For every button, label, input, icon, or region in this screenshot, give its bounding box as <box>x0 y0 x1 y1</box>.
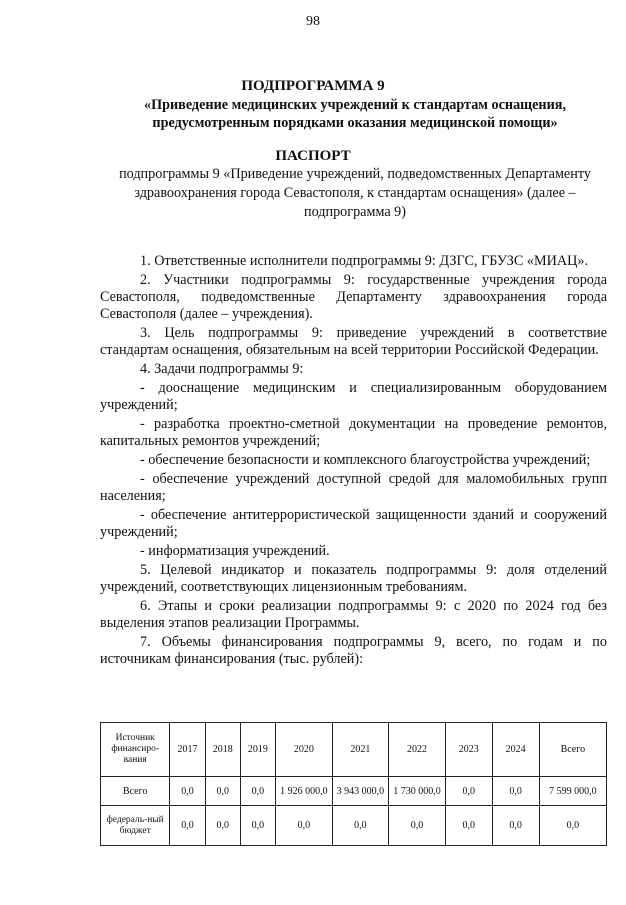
paragraph-indicator: 5. Целевой индикатор и показатель подпрограммы 9: доля отделений учреждений, соответствующих лицензионным требованиям. <box>100 562 607 595</box>
passport-body <box>100 253 607 668</box>
subprogram-name: «Приведение медицинских учреждений к стандартам оснащения, предусмотренным порядками оказания медицинской помощи» <box>143 97 567 131</box>
task-item: - обеспечение учреждений доступной средой для маломобильных групп населения; <box>100 471 607 504</box>
paragraph-participants: 2. Участники подпрограммы 9: государственные учреждения города Севастополя, подведомственные Департаменту здравоохранения города Севастополя (далее – учреждения). <box>100 272 607 322</box>
task-item: - обеспечение безопасности и комплексного благоустройства учреждений; <box>140 452 591 468</box>
table-cell: 0,0 <box>539 806 606 846</box>
paragraph-goal: 3. Цель подпрограммы 9: приведение учреждений в соответствие стандартам оснащения, обязательным на всей территории Российской Федерации. <box>100 325 607 358</box>
task-item: - дооснащение медицинским и специализированным оборудованием учреждений; <box>100 380 607 413</box>
table-cell: 1 926 000,0 <box>276 777 333 806</box>
subprogram-title: ПОДПРОГРАММА 9 <box>241 78 385 94</box>
paragraph-executors: 1. Ответственные исполнители подпрограммы 9: ДЗГС, ГБУЗС «МИАЦ». <box>140 253 588 269</box>
table-header-cell: 2019 <box>240 723 275 777</box>
table-cell: 3 943 000,0 <box>332 777 389 806</box>
table-cell: 0,0 <box>492 806 539 846</box>
table-cell: 0,0 <box>389 806 446 846</box>
table-header-cell: 2022 <box>389 723 446 777</box>
table-cell: 0,0 <box>205 806 240 846</box>
table-cell: 1 730 000,0 <box>389 777 446 806</box>
table-cell: федераль-ный бюджет <box>101 806 170 846</box>
paragraph-funding: 7. Объемы финансирования подпрограммы 9, всего, по годам и по источникам финансирования (тыс. рублей): <box>100 634 607 667</box>
table-header-cell: 2024 <box>492 723 539 777</box>
table-cell: 0,0 <box>170 806 205 846</box>
table-cell: 0,0 <box>240 806 275 846</box>
table-header-cell: 2018 <box>205 723 240 777</box>
table-cell: 0,0 <box>445 806 492 846</box>
page-number: 98 <box>306 14 320 29</box>
table-header-cell: Всего <box>539 723 606 777</box>
table-header-cell: 2021 <box>332 723 389 777</box>
passport-heading: ПАСПОРТ <box>275 148 351 164</box>
task-item: - разработка проектно-сметной документации на проведение ремонтов, капитальных ремонтов учреждений; <box>100 416 607 449</box>
table-cell: 0,0 <box>445 777 492 806</box>
table-cell: 0,0 <box>205 777 240 806</box>
table-cell: 7 599 000,0 <box>539 777 606 806</box>
table-header-row <box>101 723 607 777</box>
table-header-cell: 2023 <box>445 723 492 777</box>
table-header-cell: 2020 <box>276 723 333 777</box>
passport-subtitle: подпрограммы 9 «Приведение учреждений, подведомственных Департаменту здравоохранения города Севастополя, к стандартам оснащения» (далее – подпрограмма 9) <box>119 166 591 220</box>
table-cell: 0,0 <box>240 777 275 806</box>
table-header-cell: 2017 <box>170 723 205 777</box>
table-row <box>101 777 607 806</box>
paragraph-stages: 6. Этапы и сроки реализации подпрограммы 9: с 2020 по 2024 год без выделения этапов реализации Программы. <box>100 598 607 631</box>
table-cell: Всего <box>101 777 170 806</box>
table-header-cell: Источник финансиро-вания <box>101 723 170 777</box>
task-item: - обеспечение антитеррористической защищенности зданий и сооружений учреждений; <box>100 507 607 540</box>
task-item: - информатизация учреждений. <box>140 543 330 559</box>
table-row <box>101 806 607 846</box>
funding-table <box>100 722 607 846</box>
table-cell: 0,0 <box>492 777 539 806</box>
table-cell: 0,0 <box>170 777 205 806</box>
paragraph-tasks: 4. Задачи подпрограммы 9: <box>140 361 304 377</box>
table-cell: 0,0 <box>276 806 333 846</box>
table-cell: 0,0 <box>332 806 389 846</box>
